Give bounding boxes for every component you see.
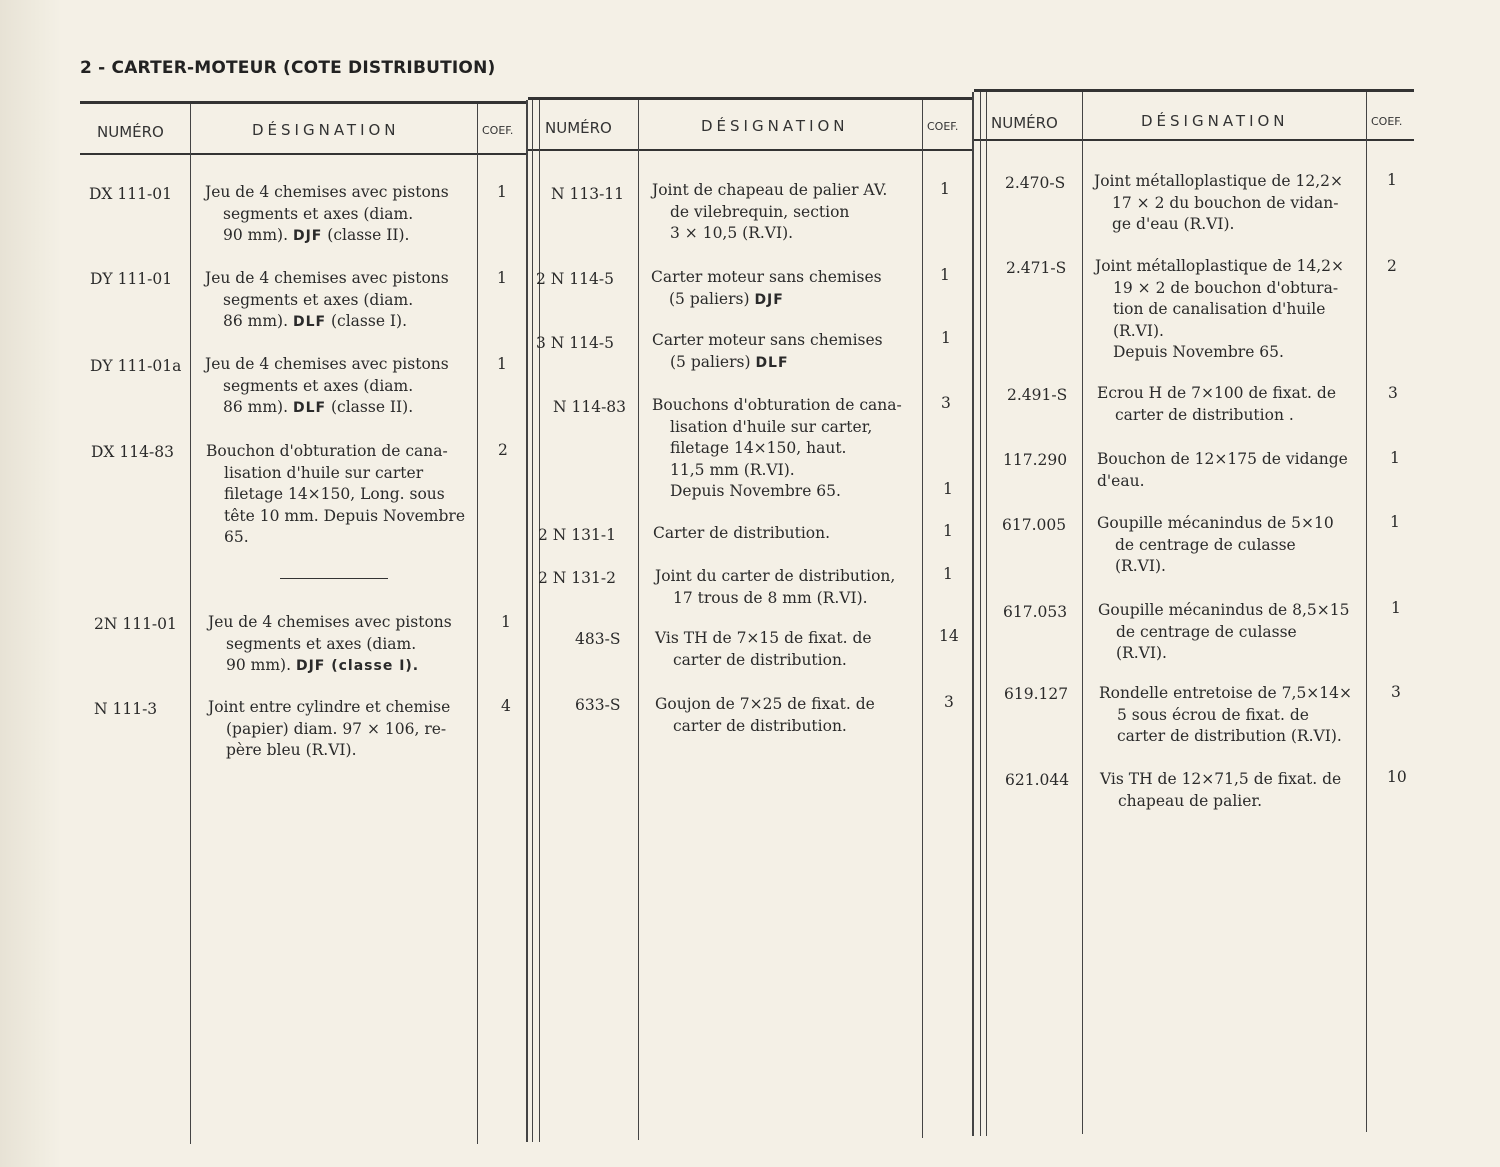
part-coef: 2 [1387, 257, 1397, 275]
part-designation: Ecrou H de 7×100 de fixat. de carter de distribution . [1097, 384, 1336, 424]
header-designation-2: DÉSIGNATION [701, 117, 849, 135]
part-coef: 1 [1391, 599, 1401, 617]
part-number: 2.471-S [1006, 259, 1067, 277]
page-title: 2 - CARTER-MOTEUR (COTE DISTRIBUTION) [80, 58, 496, 78]
part-coef: 10 [1387, 768, 1407, 786]
part-number: DY 111-01a [90, 357, 182, 375]
column-divider [477, 104, 478, 1144]
part-number: 2 N 131-1 [538, 526, 616, 544]
part-designation: Jeu de 4 chemises avec pistons segments et axes (diam. 86 mm). DLF (classe I). [205, 269, 449, 330]
part-coef: 1 [940, 180, 950, 198]
part-number: 2 N 114-5 [536, 270, 614, 288]
part-number: 619.127 [1004, 685, 1069, 703]
part-coef: 3 [944, 693, 954, 711]
part-designation: Carter de distribution. [653, 524, 831, 542]
column-divider [922, 100, 923, 1138]
part-coef: 1 [1390, 449, 1400, 467]
column-divider [980, 92, 981, 1136]
part-number: 2 N 131-2 [538, 569, 616, 587]
part-designation: Bouchons d'obturation de cana- lisation d'huile sur carter, filetage 14×150, haut. 11,5 mm (R.VI). Depuis Novembre 65. [652, 396, 902, 500]
part-coef: 1 [940, 266, 950, 284]
part-coef: 3 [1391, 683, 1401, 701]
header-numero-1: NUMÉRO [97, 123, 164, 141]
header-numero-3: NUMÉRO [991, 114, 1058, 132]
part-designation: Bouchon d'obturation de cana- lisation d'huile sur carter filetage 14×150, Long. sous tête 10 mm. Depuis Novembre 65. [206, 442, 465, 546]
part-number: DX 114-83 [91, 443, 174, 461]
part-number: 617.053 [1003, 603, 1068, 621]
part-designation: Rondelle entretoise de 7,5×14× 5 sous écrou de fixat. de carter de distribution (R.VI). [1099, 684, 1353, 745]
part-designation: Joint métalloplastique de 12,2× 17 × 2 du bouchon de vidan- ge d'eau (R.VI). [1094, 172, 1344, 233]
header-top-rule [80, 101, 528, 104]
part-designation: Carter moteur sans chemises (5 paliers) DLF [652, 331, 883, 371]
part-coef: 4 [501, 697, 511, 715]
header-numero-2: NUMÉRO [545, 119, 612, 137]
part-coef: 3 [941, 394, 951, 412]
part-coef: 3 [1388, 384, 1398, 402]
part-coef: 1 [497, 183, 507, 201]
part-designation: Goupille mécanindus de 8,5×15 de centrage de culasse (R.VI). [1098, 601, 1350, 662]
part-number: 2.491-S [1007, 386, 1068, 404]
part-designation: Jeu de 4 chemises avec pistons segments et axes (diam. 86 mm). DLF (classe II). [205, 355, 449, 416]
header-bottom-rule [974, 139, 1414, 141]
column-divider [532, 100, 533, 1142]
part-coef: 1 [501, 613, 511, 631]
part-coef: 1 [943, 522, 953, 540]
part-number: 633-S [575, 696, 621, 714]
part-number: 617.005 [1002, 516, 1067, 534]
part-designation: Goujon de 7×25 de fixat. de carter de distribution. [655, 695, 875, 735]
part-coef: 14 [939, 627, 959, 645]
part-designation: Jeu de 4 chemises avec pistons segments et axes (diam. 90 mm). DJF (classe I). [208, 613, 452, 674]
part-number: 2N 111-01 [94, 615, 177, 633]
part-number: DY 111-01 [90, 270, 173, 288]
part-designation: Joint du carter de distribution, 17 trous de 8 mm (R.VI). [655, 567, 896, 607]
column-divider [1082, 92, 1083, 1134]
header-coef-1: COEF. [482, 124, 514, 137]
part-coef: 1 [943, 565, 953, 583]
part-designation: Goupille mécanindus de 5×10 de centrage de culasse (R.VI). [1097, 514, 1334, 575]
column-divider [638, 100, 639, 1140]
header-top-rule [974, 89, 1414, 92]
header-coef-3: COEF. [1371, 115, 1403, 128]
part-number: 3 N 114-5 [536, 334, 614, 352]
header-designation-3: DÉSIGNATION [1141, 112, 1289, 130]
part-coef: 1 [941, 329, 951, 347]
part-designation: Joint de chapeau de palier AV. de vilebrequin, section 3 × 10,5 (R.VI). [652, 181, 888, 242]
part-coef: 1 [497, 355, 507, 373]
part-coef: 2 [498, 441, 508, 459]
part-number: N 113-11 [551, 185, 625, 203]
page-binding-edge [0, 0, 62, 1167]
section-separator [280, 578, 388, 579]
column-divider [190, 104, 191, 1144]
header-coef-2: COEF. [927, 120, 959, 133]
part-number: DX 111-01 [89, 185, 172, 203]
part-designation: Vis TH de 7×15 de fixat. de carter de distribution. [655, 629, 872, 669]
part-number: 117.290 [1003, 451, 1068, 469]
header-bottom-rule [528, 149, 974, 151]
header-designation-1: DÉSIGNATION [252, 121, 400, 139]
part-designation: Vis TH de 12×71,5 de fixat. de chapeau de palier. [1100, 770, 1342, 810]
header-top-rule [528, 97, 974, 100]
column-divider [539, 100, 540, 1142]
column-divider [986, 92, 987, 1136]
column-divider [1366, 92, 1367, 1132]
part-designation: Joint entre cylindre et chemise (papier) diam. 97 × 106, re- père bleu (R.VI). [208, 698, 451, 759]
header-bottom-rule [80, 153, 528, 155]
part-designation: Carter moteur sans chemises (5 paliers) DJF [651, 268, 882, 308]
part-number: 2.470-S [1005, 174, 1066, 192]
part-designation: Bouchon de 12×175 de vidange d'eau. [1097, 450, 1348, 490]
part-coef: 1 [1387, 171, 1397, 189]
part-coef: 1 [1390, 513, 1400, 531]
column-divider [526, 100, 528, 1142]
part-coef: 1 [943, 480, 953, 498]
part-designation: Jeu de 4 chemises avec pistons segments et axes (diam. 90 mm). DJF (classe II). [205, 183, 449, 244]
part-number: N 111-3 [94, 700, 158, 718]
part-number: N 114-83 [553, 398, 627, 416]
part-coef: 1 [497, 269, 507, 287]
column-divider [972, 92, 974, 1136]
part-number: 483-S [575, 630, 621, 648]
part-designation: Joint métalloplastique de 14,2× 19 × 2 de bouchon d'obtura- tion de canalisation d'huile (R.VI). Depuis Novembre 65. [1095, 257, 1345, 361]
part-number: 621.044 [1005, 771, 1070, 789]
